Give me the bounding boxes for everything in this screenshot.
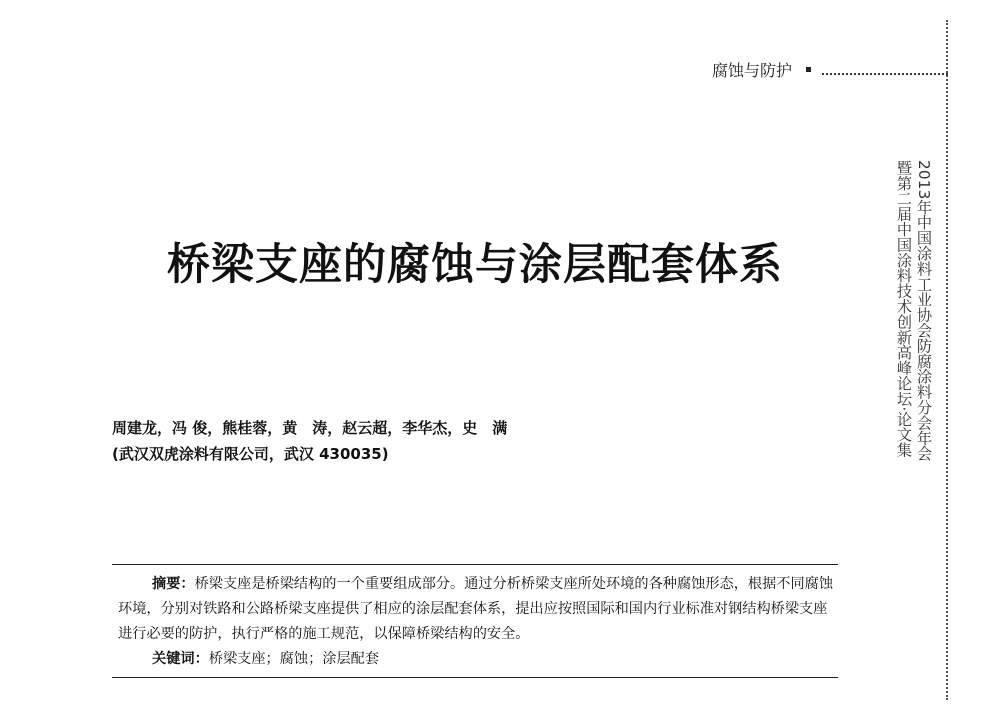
affiliation: (武汉双虎涂料有限公司，武汉 430035) [112, 445, 389, 463]
abstract-text: 桥梁支座是桥梁结构的一个重要组成部分。通过分析桥梁支座所处环境的各种腐蚀形态，根据不同腐蚀环境，分别对铁路和公路桥梁支座提供了相应的涂层配套体系，提出应按照国际和国内行业标准对钢结构桥梁支座进行必要的防护，执行严格的施工规范，以保障桥梁结构的安全。 [118, 576, 834, 642]
abstract-paragraph [118, 572, 834, 647]
keywords-text: 桥梁支座；腐蚀；涂层配套 [208, 651, 380, 667]
square-bullet-icon [806, 67, 811, 72]
side-banner-line1: 2013年中国涂料工业协会防腐涂料分会年会 [915, 160, 933, 462]
section-label: 腐蚀与防护 [712, 61, 793, 80]
keywords-label: 关键词： [152, 651, 209, 667]
article-title: 桥梁支座的腐蚀与涂层配套体系 [167, 240, 783, 290]
dotted-margin-line [946, 20, 948, 700]
abstract-block [118, 572, 834, 672]
abstract-label: 摘要： [152, 576, 195, 592]
abstract-bottom-rule [112, 677, 838, 678]
dotted-leader-line [822, 73, 948, 75]
abstract-top-rule [112, 564, 838, 565]
section-header [712, 58, 811, 81]
keywords-line [118, 647, 834, 672]
side-banner-line2: 暨第二届中国涂料技术创新高峰论坛·论文集 [895, 160, 913, 458]
author-list: 周建龙，冯 俊，熊桂蓉，黄 涛，赵云超，李华杰，史 满 [112, 419, 508, 437]
